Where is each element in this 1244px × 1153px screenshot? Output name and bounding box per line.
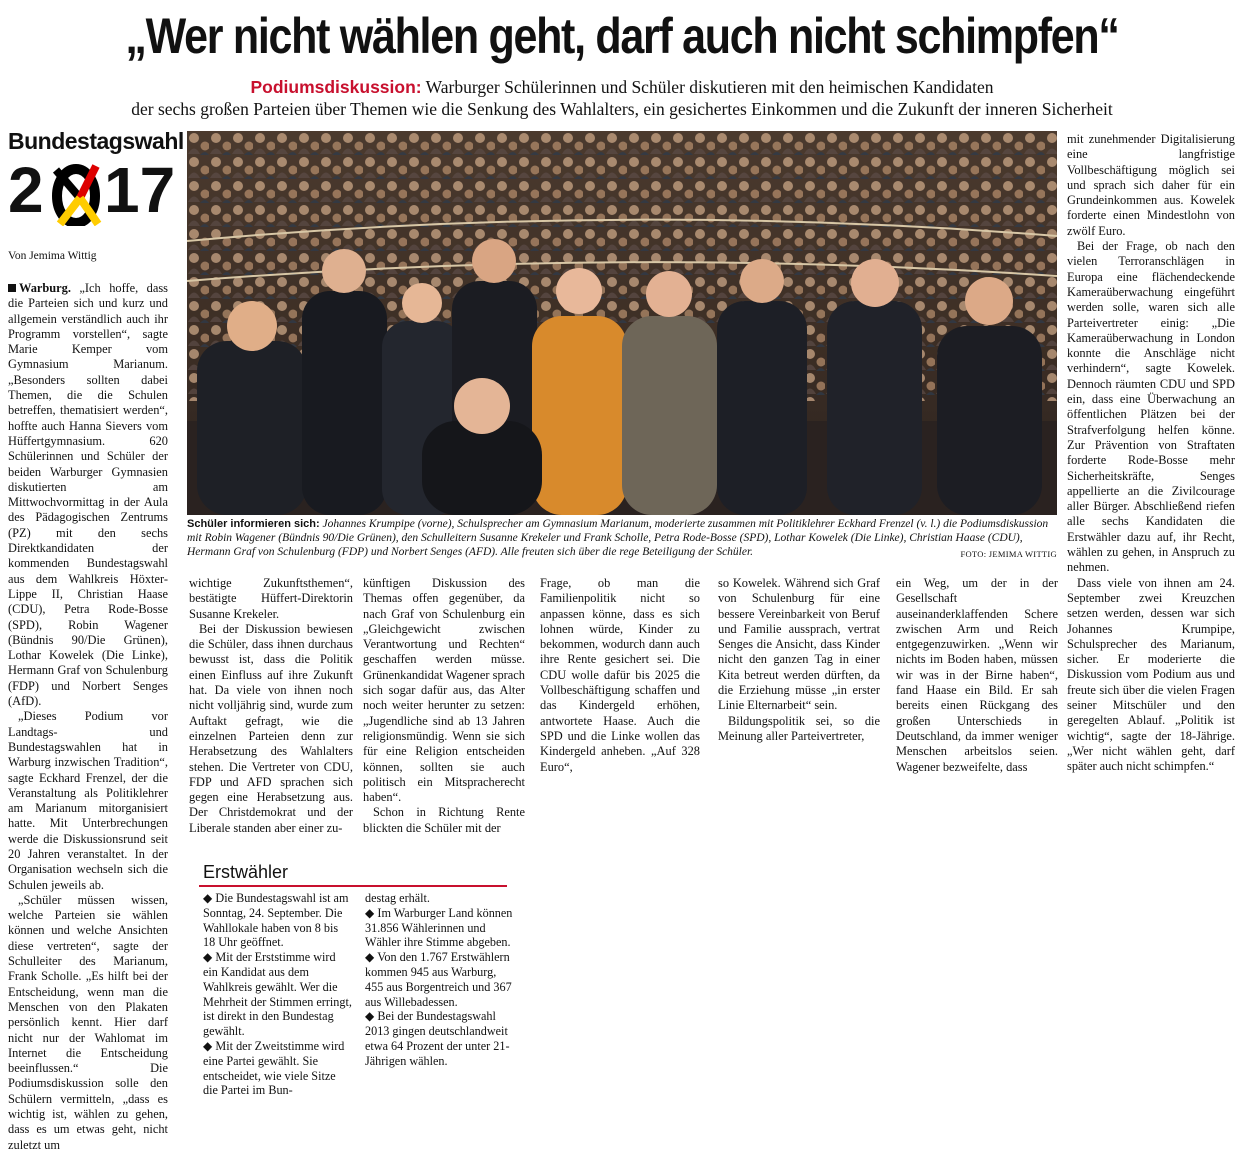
- article-column-2: [189, 576, 353, 836]
- ballot-cross-icon: [50, 160, 110, 226]
- info-item: ◆ Mit der Zweitstimme wird eine Partei gewählt. Sie entscheidet, wie viele Sitze die Partei im Bun-: [203, 1038, 345, 1098]
- audience-photo-illustration: [187, 131, 1057, 515]
- logo-digit-2: 2: [8, 154, 44, 226]
- photo-credit: FOTO: JEMIMA WITTIG: [960, 549, 1057, 560]
- info-box-column-right: [365, 891, 515, 1069]
- paragraph: Frage, ob man die Familienpolitik nicht so anpassen könne, dass es sich lohnen würde, Kinder zu bekommen, wodurch dann auch ihre Rente gesichert sei. Die CDU wolle dafür bis 2025 die Vollbeschäftigung schaffen und das Kindergeld erhöhen, antwortete Haase. Auch die SPD und die Linke wollen das Kindergeld anheben. „Auf 328 Euro“,: [540, 576, 700, 774]
- subheadline-line-1: [0, 76, 1244, 98]
- paragraph: Schon in Richtung Rente blickten die Schüler mit der: [363, 805, 525, 835]
- square-bullet-icon: [8, 284, 16, 292]
- article-column-3: [363, 576, 525, 836]
- info-item: destag erhält.: [365, 891, 430, 905]
- headline: „Wer nicht wählen geht, darf auch nicht schimpfen“: [125, 8, 1119, 64]
- info-box-column-left: [203, 891, 353, 1098]
- article-column-7: [1067, 132, 1235, 774]
- info-item: ◆ Mit der Erststimme wird ein Kandidat aus dem Wahlkreis gewählt. Wer die Mehrheit der Stimmen erringt, ist direkt in den Bundestag gewählt.: [203, 950, 352, 1039]
- paragraph-text: „Ich hoffe, dass die Parteien sich und kurz und allgemein verständlich auch ihr Programm vorstellen“, sagte Marie Kemper vom Gymnasium Marianum. „Besonders sollten dabei Themen, die die Schulen betreffen, thematisiert werden“, hoffte auch Hanna Sievers vom Hüffertgymnasium. 620 Schülerinnen und Schüler der beiden Warburger Gymnasien diskutierten am Mittwochvormittag in der Aula des Pädagogischen Zentrums (PZ) mit den sechs Direktkandidaten der kommenden Bundestagswahl aus dem Wahlkreis Höxter-Lippe II, Christian Haase (CDU), Petra Rode-Bosse (SPD), Robin Wagener (Bündnis 90/Die Grünen), Lothar Kowelek (Die Linke), Hermann Graf von Schulenburg (FDP) und Norbert Senges (AfD).: [8, 281, 168, 709]
- article-column-5: [718, 576, 880, 744]
- dateline: Warburg.: [19, 281, 71, 295]
- article-column-4: [540, 576, 700, 775]
- paragraph: wichtige Zukunftsthemen“, bestätigte Hüffert-Direktorin Susanne Krekeler.: [189, 576, 353, 621]
- caption-lead: Schüler informieren sich:: [187, 518, 320, 530]
- paragraph: so Kowelek. Während sich Graf von Schulenburg für eine bessere Vereinbarkeit von Beruf und Familie aussprach, vertrat Senges die Ansicht, dass Kinder nicht den ganzen Tag in einer Kita betreut werden dürften, da die Erziehung müsse „in erster Linie Elternarbeit“ sein.: [718, 576, 880, 713]
- info-box-rule: [199, 885, 507, 887]
- election-logo: [8, 150, 178, 230]
- info-box-title: Erstwähler: [203, 862, 289, 882]
- article-photo: [187, 131, 1057, 515]
- caption-text: Johannes Krumpipe (vorne), Schulsprecher am Gymnasium Marianum, moderierte zusammen mit Politiklehrer Eckhard Frenzel (v. l.) die Podiumsdiskussion mit Robin Wagener (Bündnis 90/Die Grünen), den Schulleitern Susanne Krekeler und Frank Scholle, Petra Rode-Bosse (SPD), Lothar Kowelek (Die Linke), Christian Haase (CDU), Hermann Graf von Schulenburg (FDP) und Norbert Senges (AFD). Alle freuten sich über die rege Beteiligung der Schüler.: [187, 518, 1049, 559]
- subheadline-text-1: Warburger Schülerinnen und Schüler diskutieren mit den heimischen Kandidaten: [421, 77, 994, 97]
- author-byline: Von Jemima Wittig: [8, 250, 97, 262]
- subheadline-line-2: der sechs großen Parteien über Themen wie die Senkung des Wahlalters, ein gesichertes Einkommen und die Zukunft der inneren Sicherheit: [131, 99, 1113, 119]
- subheadline-kicker: Podiumsdiskussion:: [250, 77, 422, 97]
- info-item: ◆ Die Bundestagswahl ist am Sonntag, 24. September. Die Wahllokale haben von 8 bis 18 Uhr geöffnet.: [203, 891, 349, 950]
- info-item: ◆ Bei der Bundestagswahl 2013 gingen deutschlandweit etwa 64 Prozent der unter 21-Jährigen wählen.: [365, 1009, 510, 1068]
- paragraph: „Schüler müssen wissen, welche Parteien sie wählen können und welche Ansichten diese vertreten“, sagte der Schulleiter des Marianum, Frank Scholle. „Es hilft bei der Entscheidung, wenn man die Menschen von den Plakaten persönlich kennt. Hier darf nicht nur der Wahlomat im Internet die Entscheidung beeinflussen.“ Die Podiumsdiskussion solle den Schülern vermitteln, „dass es wichtig ist, wählen zu gehen, dass es um etwas geht, nicht zuletzt um: [8, 892, 168, 1152]
- paragraph: Bildungspolitik sei, so die Meinung aller Parteivertreter,: [718, 713, 880, 743]
- paragraph: mit zunehmender Digitalisierung eine langfristige Vollbeschäftigung möglich sei und sprach sich daher für ein Grundeinkommen aus. Kowelek forderte einen Mindestlohn von zwölf Euro.: [1067, 132, 1235, 238]
- paragraph: künftigen Diskussion des Themas offen gegenüber, da nach Graf von Schulenburg ein „Gleichgewicht zwischen Verantwortung und Rechten“ geschaffen werden müsse. Grünenkandidat Wagener sprach sich sogar dafür aus, das Alter noch weiter herunter zu setzen: „Jugendliche sind ab 13 Jahren religionsmündig. Wenn sie sich für eine Religion entscheiden können, sollten sie auch politisch ein Mitspracherecht haben“.: [363, 576, 525, 805]
- paragraph: Bei der Diskussion bewiesen die Schüler, dass ihnen durchaus bewusst ist, dass die Politik einen Einfluss auf ihre Zukunft hat. Da viele von ihnen noch nicht volljährig sind, wurde zum Auftakt gefragt, wie die einzelnen Parteien denn zur Herabsetzung des Wahlalters stehen. Die Vertreter von CDU, FDP und AFD sprachen sich gegen eine Herabsetzung aus. Der Christdemokrat und der Liberale standen aber einer zu-: [189, 621, 353, 835]
- photo-caption: [187, 517, 1057, 562]
- paragraph: Dass viele von ihnen am 24. September zwei Kreuzchen setzen werden, dessen war sich Johannes Krumpipe, Schulsprecher des Marianum, sicher. Er moderierte die Diskussion vom Podium aus und freute sich über die vielen Fragen seiner Mitschüler und den geregelten Ablauf. „Politik ist wichtig“, sagte der 18-Jährige. „Wer nicht wählen geht, darf später auch nicht schimpfen.“: [1067, 575, 1235, 774]
- article-column-1: [8, 281, 168, 1153]
- info-item: ◆ Im Warburger Land können 31.856 Wählerinnen und Wähler ihre Stimme abgeben.: [365, 905, 513, 950]
- election-logo-title: Bundestagswahl: [8, 128, 184, 154]
- info-item: ◆ Von den 1.767 Erstwählern kommen 945 aus Warburg, 455 aus Borgentreich und 367 aus Willebadessen.: [365, 950, 512, 1009]
- logo-digits-17: 17: [104, 154, 176, 226]
- paragraph: ein Weg, um der in der Gesellschaft auseinanderklaffenden Schere zwischen Arm und Reich entgegenzuwirken. „Wenn wir nichts im Boden haben, müssen wir was in der Birne haben“, fand Haase ein Bild. Er sah bereits einen Rückgang des großen Unterschieds in Deutschland, da immer weniger Menschen arbeitslos seien. Wagener bezweifelte, dass: [896, 576, 1058, 774]
- article-column-6: [896, 576, 1058, 775]
- paragraph: „Dieses Podium vor Landtags- und Bundestagswahlen hat in Warburg inzwischen Tradition“, sagte Eckhard Frenzel, der die Veranstaltung als Politiklehrer am Marianum mitorganisiert hatte. Mit Unterbrechungen werde die Diskussionsrund seit 20 Jahren veranstaltet. In der Organisation wechseln sich die Schulen jeweils ab.: [8, 709, 168, 892]
- paragraph: [8, 281, 168, 709]
- paragraph: Bei der Frage, ob nach den vielen Terroranschlägen in Europa eine flächendeckende Kameraüberwachung eingeführt werden solle, waren sich alle Parteivertreter einig: „Die Kameraüberwachung in London konnte die Anschläge nicht verhindern“, sagte Kowelek. Dennoch räumten CDU und SPD ein, dass eine Überwachung an öffentlichen Plätzen bei der Strafverfolgung helfen könne. Zur Prävention von Straftaten forderte Rode-Bosse mehr Sicherheitskräfte, Senges appellierte an die Zivilcourage aller Bürger. Abschließend riefen alle sechs Kandidaten die Erstwähler dazu auf, ihr Recht, wählen zu gehen, in Anspruch zu nehmen.: [1067, 239, 1235, 575]
